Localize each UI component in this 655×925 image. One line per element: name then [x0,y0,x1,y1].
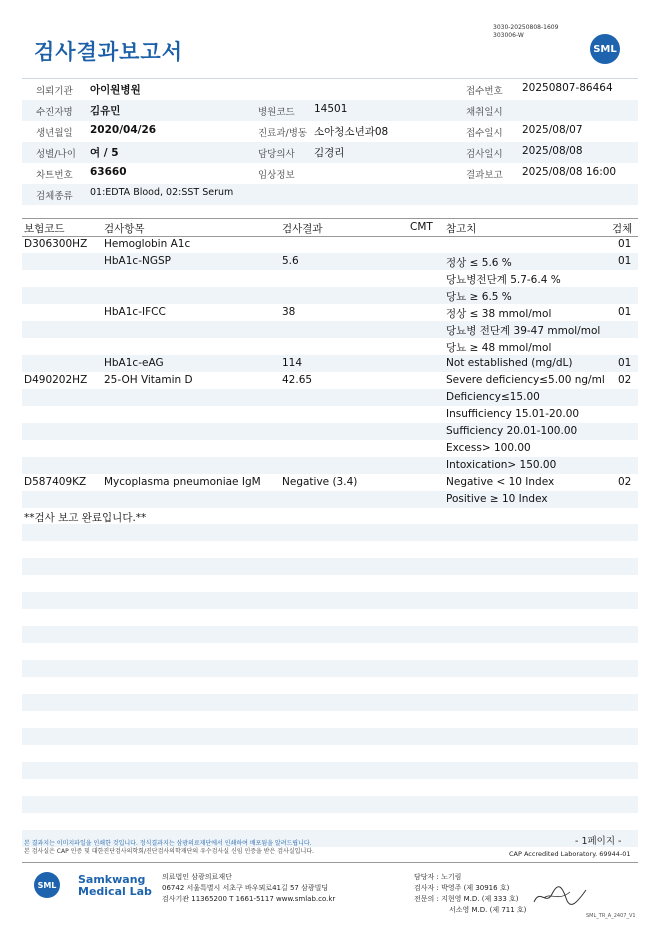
footer-logo-text: SML [34,872,60,898]
info-row-institution [22,79,638,100]
cell-ref: Severe deficiency≤5.00 ng/ml [446,374,605,386]
cell-result: 42.65 [282,374,313,386]
patient-label: 수진자명 [36,107,73,118]
info-row-sex-age [22,142,638,163]
table-row [22,338,638,355]
hospital-code-label: 병원코드 [258,107,295,118]
dept-value: 소아청소년과08 [314,126,389,138]
empty-stripe [22,626,638,643]
info-row-patient [22,100,638,121]
cell-code: D490202HZ [24,374,88,386]
notice-line1: 본 결과지는 이미지파일을 인쇄한 것입니다. 정식결과지는 삼광의료재단에서 인쇄하여 배포됨을 알려드립니다. [24,840,312,847]
receipt-no-label: 접수번호 [466,86,503,97]
info-row-chart [22,163,638,184]
receipt-date-label: 접수일시 [466,128,503,139]
table-row [22,491,638,508]
info-row-dob [22,121,638,142]
cell-specimen: 01 [618,357,632,369]
hospital-code-value: 14501 [314,103,348,115]
empty-stripe [22,660,638,677]
doc-id-line2: 303006-W [493,32,524,39]
cell-ref: 당뇨병 전단계 39-47 mmol/mol [446,325,601,337]
test-date-label: 검사일시 [466,149,503,160]
cell-specimen: 02 [618,476,632,488]
doctor-value: 김경리 [314,147,345,159]
table-row [22,423,638,440]
empty-stripe [22,796,638,813]
col-specimen: 검체 [612,223,633,235]
table-row [22,270,638,287]
cell-ref: 정상 ≤ 5.6 % [446,257,512,269]
addr-line1: 의료법인 삼광의료재단 [162,873,232,881]
notice-line2: 본 검사실은 CAP 인증 및 대한진단검사의학회/진단검사의학재단의 우수검사실 신임 인증을 받은 검사실입니다. [24,848,314,855]
cell-ref: 당뇨 ≥ 48 mmol/mol [446,342,552,354]
collect-label: 채취일시 [466,107,503,118]
cell-result: Negative (3.4) [282,476,358,488]
table-row [22,236,638,253]
addr-line3: 검사기관 11365200 T 1661-5117 www.smlab.co.kr [162,895,336,903]
test-date-value: 2025/08/08 [522,145,583,157]
doc-id-line1: 3030-20250808-1609 [493,24,559,31]
receipt-no-value: 20250807-86464 [522,82,613,94]
brand-name [78,874,152,898]
cell-result: 5.6 [282,255,299,267]
table-row [22,253,638,270]
report-date-value: 2025/08/08 16:00 [522,166,617,178]
addr-line2: 06742 서울특별시 서초구 바우뫼로41길 57 삼광빌딩 [162,884,329,892]
footer-staff [414,872,526,916]
col-item: 검사항목 [104,223,145,235]
table-row [22,287,638,304]
cap-accreditation: CAP Accredited Laboratory. 69944-01 [509,850,631,858]
table-row [22,372,638,389]
results-header [22,218,638,237]
footer-address [162,872,335,905]
cell-specimen: 01 [618,306,632,318]
sex-age-label: 성별/나이 [36,149,76,160]
col-cmt: CMT [410,221,433,233]
empty-stripe [22,592,638,609]
table-row [22,440,638,457]
cell-code: **검사 보고 완료입니다.** [24,512,147,524]
cell-ref: 정상 ≤ 38 mmol/mol [446,308,552,320]
staff-line3: 전문의 : 지현영 M.D. (제 333 호) [414,895,519,903]
table-row [22,474,638,491]
cell-result: 38 [282,306,296,318]
empty-stripe [22,558,638,575]
cell-specimen: 01 [618,238,632,250]
notice [24,840,314,856]
empty-stripe [22,762,638,779]
table-row [22,321,638,338]
cell-ref: Deficiency≤15.00 [446,391,540,403]
cell-ref: 당뇨 ≥ 6.5 % [446,291,512,303]
table-row [22,355,638,372]
table-row [22,508,638,525]
receipt-date-value: 2025/08/07 [522,124,583,136]
specimen-value: 01:EDTA Blood, 02:SST Serum [90,187,234,198]
cell-ref: Positive ≥ 10 Index [446,493,548,505]
signature-icon [530,880,590,910]
brand-line1: Samkwang [78,873,146,886]
cell-item: HbA1c-IFCC [104,306,166,318]
footer-divider [22,862,638,863]
institution-value: 아이원병원 [90,84,141,96]
table-row [22,304,638,321]
cell-item: 25-OH Vitamin D [104,374,193,386]
staff-line1: 담당자 : 노기림 [414,873,462,881]
dob-label: 생년월일 [36,128,73,139]
col-result: 검사결과 [282,223,323,235]
footer-logo-icon [34,872,60,898]
cell-ref: Not established (mg/dL) [446,357,573,369]
cell-item: Mycoplasma pneumoniae IgM [104,476,261,488]
cell-specimen: 02 [618,374,632,386]
page-number: - 1페이지 - [575,836,622,847]
form-code: SML_TR_A_2407_V1 [586,913,636,919]
cell-ref: Intoxication> 150.00 [446,459,557,471]
dept-label: 진료과/병동 [258,128,308,139]
specimen-label: 검체종류 [36,191,73,202]
brand-line2: Medical Lab [78,885,152,898]
cell-code: D587409KZ [24,476,87,488]
logo-text: SML [590,34,620,64]
empty-stripe [22,524,638,541]
col-code: 보험코드 [24,223,65,235]
table-row [22,389,638,406]
chart-no-label: 차트번호 [36,170,73,181]
report-date-label: 결과보고 [466,170,503,181]
cell-ref: Negative < 10 Index [446,476,555,488]
patient-value: 김유민 [90,105,121,117]
cell-ref: Excess> 100.00 [446,442,531,454]
staff-line2: 검사자 : 박영주 (제 30916 호) [414,884,510,892]
dob-value: 2020/04/26 [90,124,157,136]
cell-ref: Insufficiency 15.01-20.00 [446,408,580,420]
doctor-label: 담당의사 [258,149,295,160]
cell-item: Hemoglobin A1c [104,238,191,250]
page-title: 검사결과보고서 [34,40,184,64]
cell-code: D306300HZ [24,238,88,250]
table-row [22,457,638,474]
staff-line4: 서소영 M.D. (제 711 호) [449,906,527,914]
clinical-label: 임상정보 [258,170,295,181]
cell-item: HbA1c-NGSP [104,255,171,267]
cell-specimen: 01 [618,255,632,267]
document-id [493,24,558,40]
empty-stripe [22,694,638,711]
chart-no-value: 63660 [90,166,127,178]
empty-stripe [22,728,638,745]
table-row [22,406,638,423]
cell-ref: 당뇨병전단계 5.7-6.4 % [446,274,561,286]
cell-ref: Sufficiency 20.01-100.00 [446,425,578,437]
sex-age-value: 여 / 5 [90,147,119,159]
info-row-specimen [22,184,638,205]
institution-label: 의뢰기관 [36,86,73,97]
sml-logo-icon [590,34,624,64]
col-ref: 참고치 [446,223,477,235]
cell-item: HbA1c-eAG [104,357,164,369]
cell-result: 114 [282,357,303,369]
